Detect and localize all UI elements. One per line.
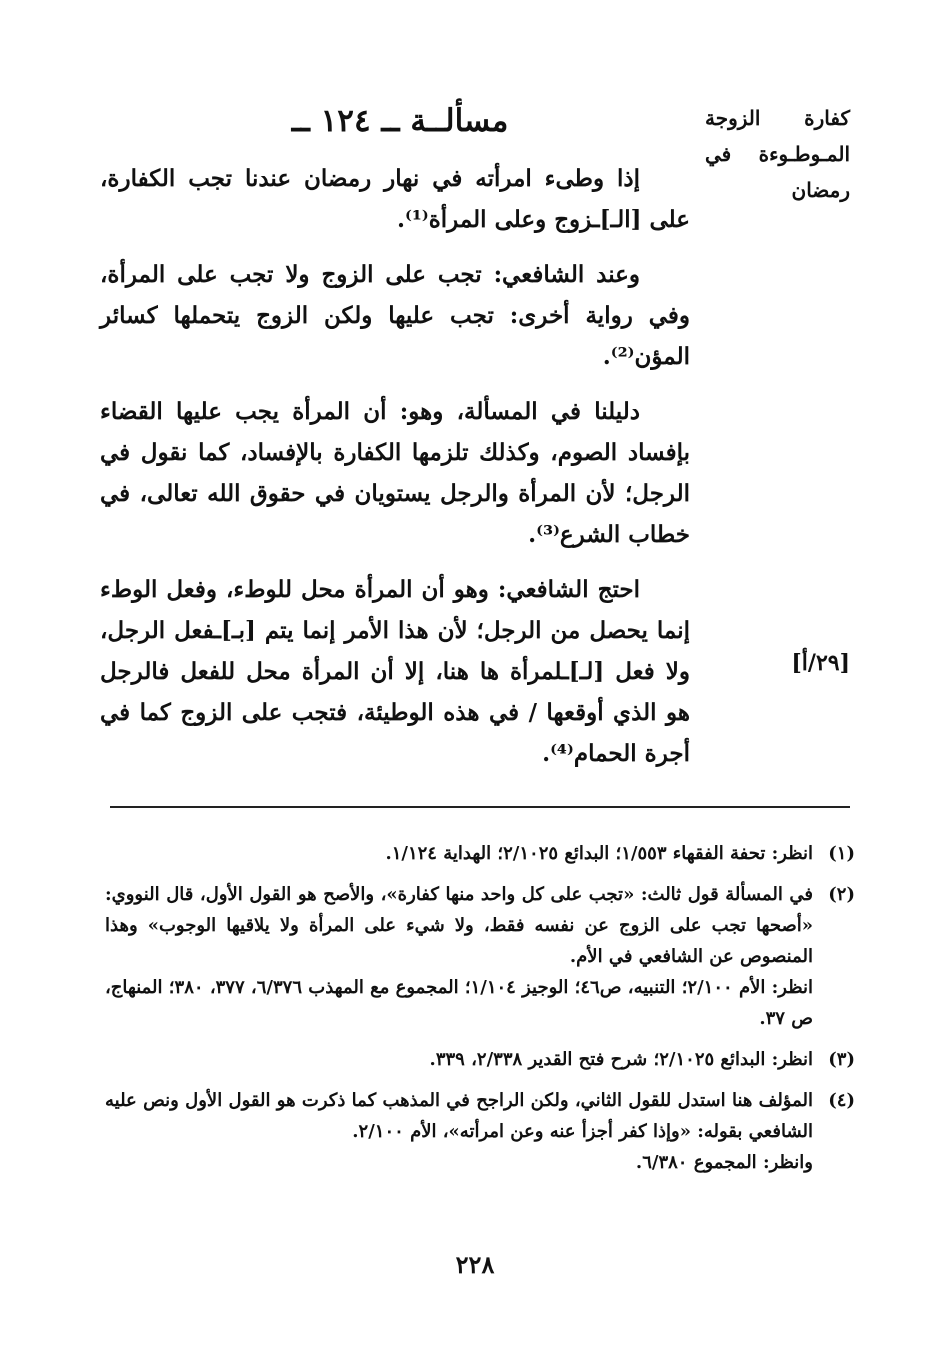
paragraph-4: احتج الشافعي: وهو أن المرأة محل للوطء، وفعل الوطء إنما يحصل من الرجل؛ لأن هذا الأمر إنما يتم [بـ]ـفعل الرجل، ولا فعل [لـ]ـلمرأة ها هنا، إلا أن المرأة محل للفعل فالرجل هو الذي أوقعها / في هذه الوطيئة، فتجب على الزوج كما في أجرة الحمام⁽⁴⁾.	[100, 576, 690, 767]
footnote-text: انظر: الأم ٢/١٠٠؛ التنبيه، ص٤٦؛ الوجيز ١/١٠٤؛ المجموع مع المهذب ٦/٣٧٦، ٣٧٧، ٣٨٠؛ المنهاج، ص ٣٧.	[105, 977, 813, 1029]
footnote-text: انظر: تحفة الفقهاء ١/٥٥٣؛ البدائع ٢/١٠٢٥؛ الهداية ١/١٢٤.	[385, 843, 813, 864]
footnote-number: (٤)	[828, 1090, 855, 1111]
paragraph-2: وعند الشافعي: تجب على الزوج ولا تجب على المرأة، وفي رواية أخرى: تجب عليها ولكن الزوج يتحملها كسائر المؤن⁽²⁾.	[100, 261, 690, 370]
issue-title: مسألــة ــ ١٢٤ ــ	[291, 103, 509, 139]
footnote-text: في المسألة قول ثالث: «تجب على كل واحد منها كفارة»، والأصح هو القول الأول، قال النووي: «أصحها تجب على الزوج عن نفسه فقط، ولا شيء على المرأة ولا يلاقيها الوجوب» وهذا المنصوص عن الشافعي في الأم.	[105, 884, 813, 967]
footnotes	[105, 838, 855, 1188]
footnote-number: (٢)	[828, 884, 855, 905]
margin-note: كفارة الزوجة المـوطـوءة في رمضان	[705, 106, 850, 202]
footnote-text: انظر: البدائع ٢/١٠٢٥؛ شرح فتح القدير ٢/٣٣٨، ٣٣٩.	[429, 1049, 813, 1070]
footnote-1	[105, 838, 855, 869]
footnote-text: المؤلف هنا استدل للقول الثاني، ولكن الراجح في المذهب كما ذكرت هو القول الأول ونص عليه الشافعي بقوله: «وإذا كفر أجزأ عنه وعن امرأته»، الأم ٢/١٠٠.	[105, 1090, 813, 1142]
footnote-number: (٣)	[828, 1049, 855, 1070]
footnote-divider	[110, 806, 850, 808]
footnote-text: وانظر: المجموع ٦/٣٨٠.	[635, 1152, 813, 1173]
footnote-number: (١)	[828, 843, 855, 864]
paragraph-1: إذا وطىء امرأته في نهار رمضان عندنا تجب الكفارة، على [الـ]ـزوج وعلى المرأة⁽¹⁾.	[100, 165, 690, 233]
footnote-3	[105, 1044, 855, 1075]
footnote-4	[105, 1085, 855, 1178]
main-text	[100, 158, 690, 788]
footnote-2	[105, 879, 855, 1034]
page-number: ٢٢٨	[455, 1250, 495, 1279]
manuscript-folio-marker: [٢٩/أ]	[791, 650, 850, 676]
paragraph-3: دليلنا في المسألة، وهو: أن المرأة يجب عليها القضاء بإفساد الصوم، وكذلك تلزمها الكفارة بالإفساد، كما نقول في الرجل؛ لأن المرأة والرجل يستويان في حقوق الله تعالى، في خطاب الشرع⁽³⁾.	[100, 398, 690, 548]
